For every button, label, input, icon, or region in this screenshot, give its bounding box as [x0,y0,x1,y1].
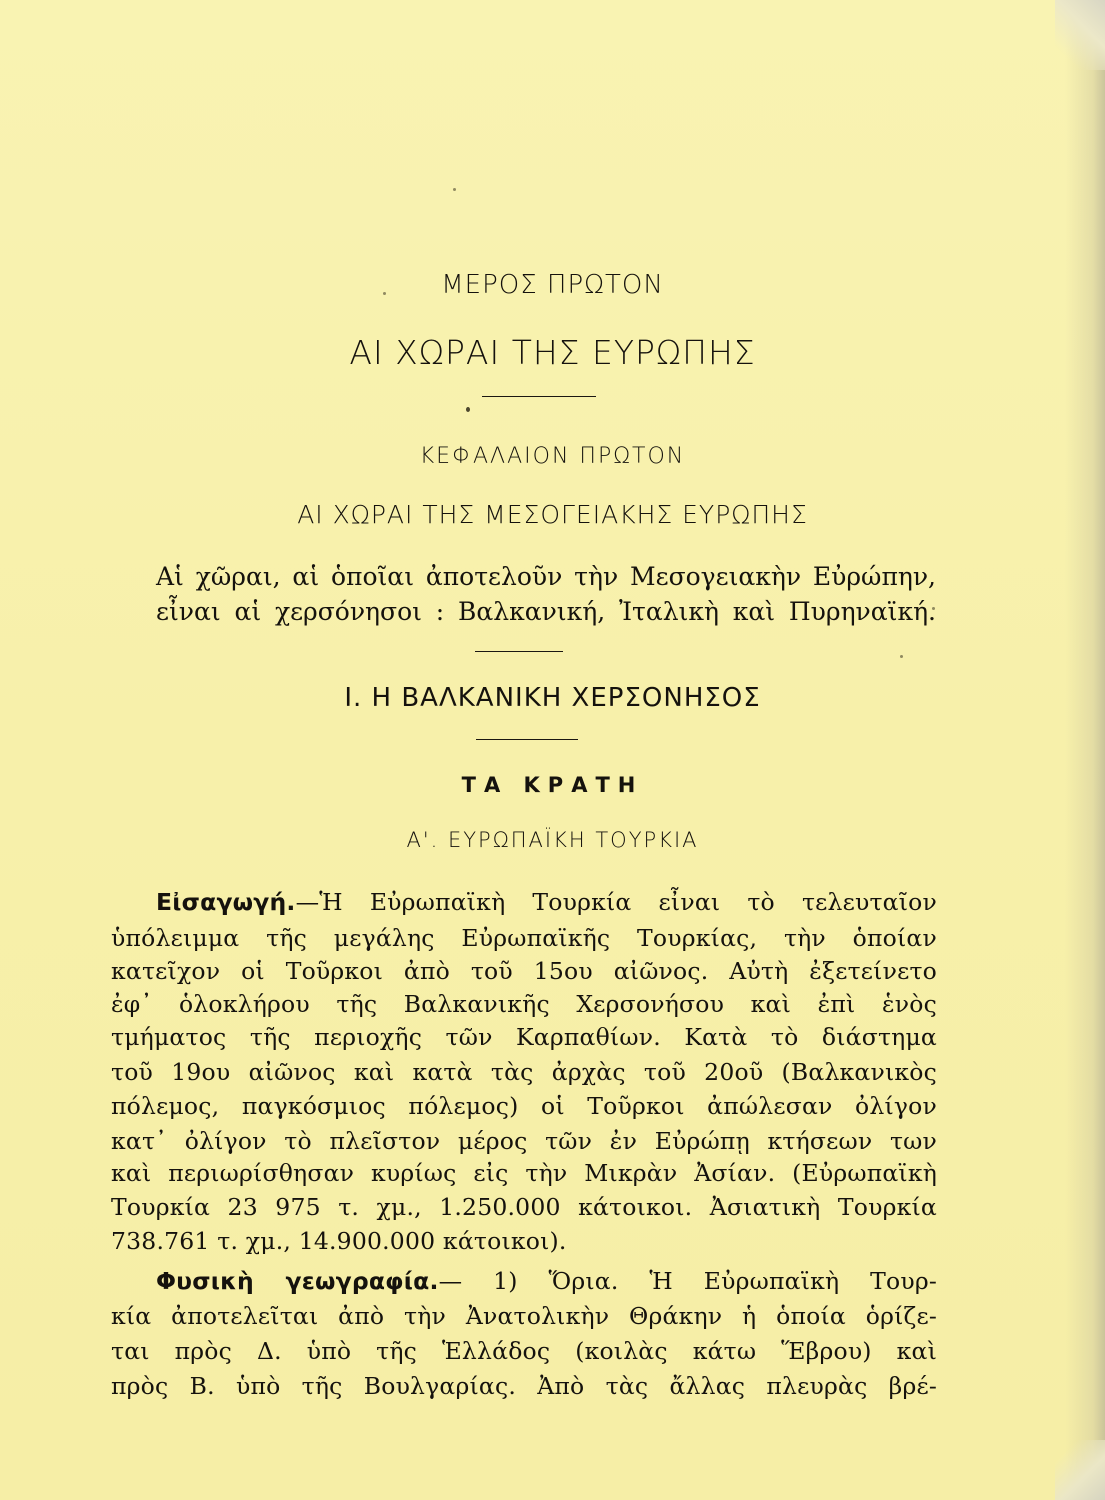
chapter-title: ΑΙ ΧΩΡΑΙ ΤΗΣ ΜΕΣΟΓΕΙΑΚΗΣ ΕΥΡΩΠΗΣ [297,500,808,529]
paragraph-line: κία ἀποτελεῖται ἀπὸ τὴν Ἀνατολικὴν Θράκην ἡ ὁποία ὁρίζε- [111,1302,937,1330]
paragraph-line-text: — 1) Ὅρια. Ἡ Εὐρωπαϊκὴ Τουρ- [438,1267,937,1295]
paragraph-line: 738.761 τ. χμ., 14.900.000 κάτοικοι). [111,1227,567,1255]
intro-line: εἶναι αἱ χερσόνησοι : Βαλκανική, Ἰταλικὴ καὶ Πυρηναϊκή. [156,597,936,626]
paragraph-line: πόλεμος, παγκόσμιος πόλεμος) οἱ Τοῦρκοι ἀπώλεσαν ὀλίγον [111,1092,937,1120]
paragraph-line [156,888,937,916]
paragraph-lead: Εἰσαγωγή. [156,888,296,916]
divider-rule [476,739,578,740]
paper-speck [453,188,456,191]
paragraph-line: πρὸς Β. ὑπὸ τῆς Βουλγαρίας. Ἀπὸ τὰς ἄλλας πλευρὰς βρέ- [111,1372,937,1400]
intro-line: Αἱ χῶραι, αἱ ὁποῖαι ἀποτελοῦν τὴν Μεσογειακὴν Εὐρώπην, [156,562,936,591]
worn-corner-bottom [1055,1440,1105,1500]
page-edge-shadow [1065,0,1105,1500]
paragraph-line: ἐφ᾽ ὁλοκλήρου τῆς Βαλκανικῆς Χερσονήσου καὶ ἐπὶ ἑνὸς [111,990,937,1018]
paragraph-line: τμήματος τῆς περιοχῆς τῶν Καρπαθίων. Κατὰ τὸ διάστημα [111,1023,937,1051]
paragraph-lead: Φυσικὴ γεωγραφία. [156,1267,439,1295]
section-title: Ι. Η ΒΑΛΚΑΝΙΚΗ ΧΕΡΣΟΝΗΣΟΣ [344,683,761,713]
paragraph-line-text: —Ἡ Εὐρωπαϊκὴ Τουρκία εἶναι τὸ τελευταῖον [295,888,937,916]
paragraph-line: τοῦ 19ου αἰῶνος καὶ κατὰ τὰς ἀρχὰς τοῦ 20οῦ (Βαλκανικὸς [111,1058,937,1086]
paper-speck [466,407,470,412]
part-title: ΜΕΡΟΣ ΠΡΩΤΟΝ [441,270,664,300]
chapter-label: ΚΕΦΑΛΑΙΟΝ ΠΡΩΤΟΝ [419,444,686,469]
paragraph-line [156,1267,937,1295]
paragraph-line: ὑπόλειμμα τῆς μεγάλης Εὐρωπαϊκῆς Τουρκίας, τὴν ὁποίαν [111,924,937,952]
paragraph-line: καὶ περιωρίσθησαν κυρίως εἰς τὴν Μικρὰν Ἀσίαν. (Εὐρωπαϊκὴ [111,1159,937,1187]
states-title: ΤΑ ΚΡΑΤΗ [461,773,644,797]
main-title: ΑΙ ΧΩΡΑΙ ΤΗΣ ΕΥΡΩΠΗΣ [349,333,756,372]
worn-corner-top [1055,0,1105,70]
paragraph-line: κατ᾽ ὀλίγον τὸ πλεῖστον μέρος τῶν ἐν Εὐρώπῃ κτήσεων των [111,1127,937,1155]
paper-speck [900,655,903,658]
paragraph-line: κατεῖχον οἱ Τοῦρκοι ἀπὸ τοῦ 15ου αἰῶνος. Αὐτὴ ἐξετείνετο [111,957,937,985]
paragraph-line: Τουρκία 23 975 τ. χμ., 1.250.000 κάτοικοι. Ἀσιατικὴ Τουρκία [111,1193,937,1221]
divider-rule [482,396,596,397]
paragraph-line: ται πρὸς Δ. ὑπὸ τῆς Ἑλλάδος (κοιλὰς κάτω Ἕβρου) καὶ [111,1337,937,1365]
subsection-title: Α'. ΕΥΡΩΠΑΪΚΗ ΤΟΥΡΚΙΑ [406,828,699,852]
divider-rule [475,651,563,652]
